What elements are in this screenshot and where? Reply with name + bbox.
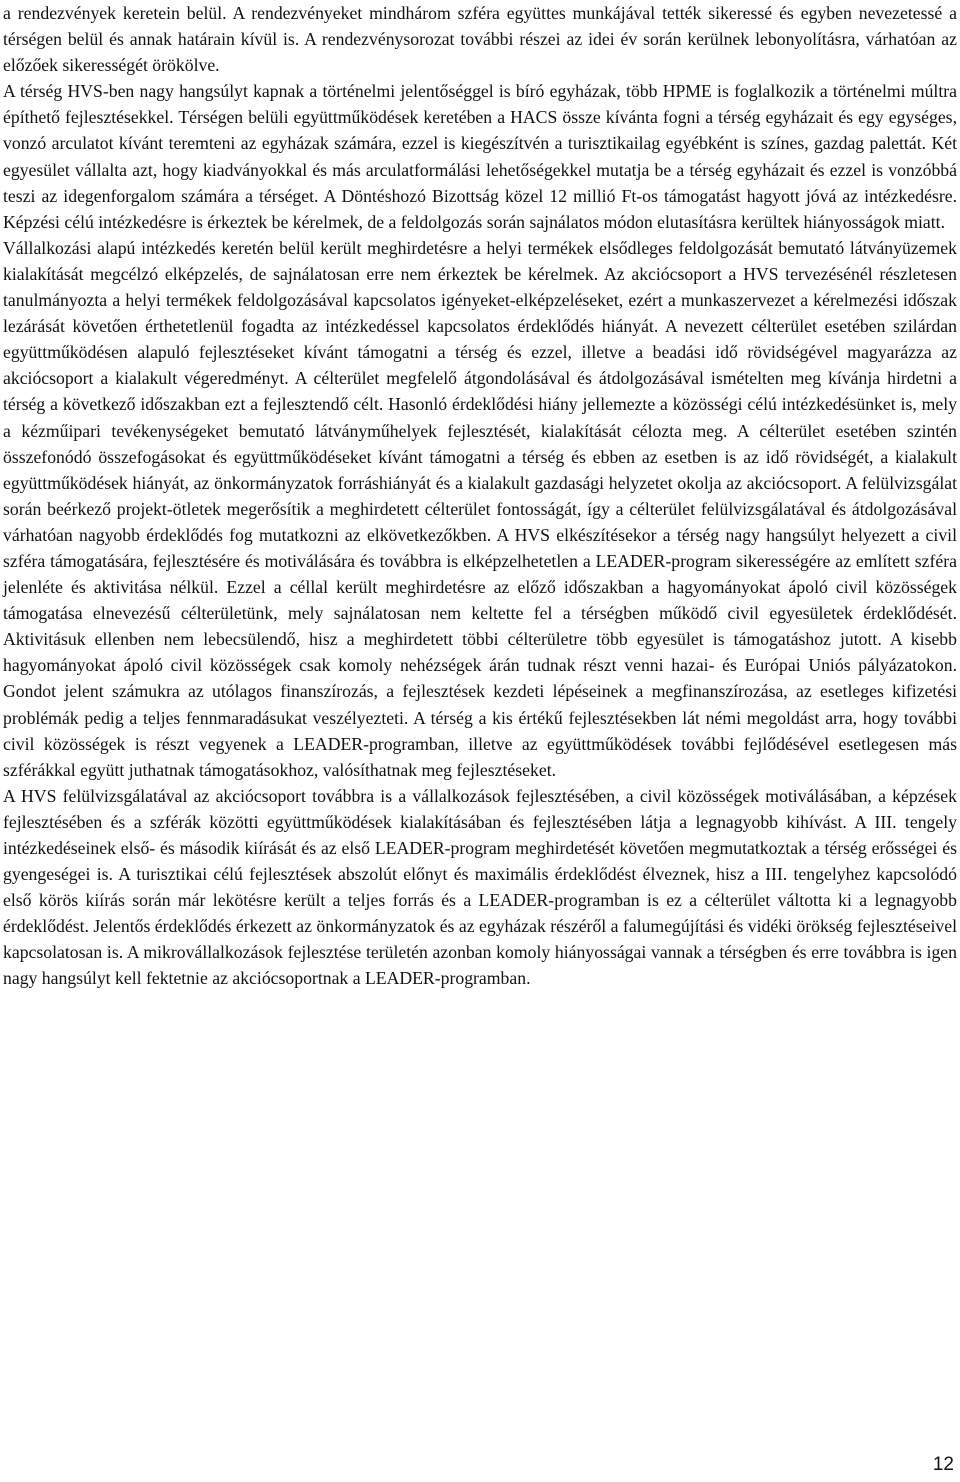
body-paragraph-2: A térség HVS-ben nagy hangsúlyt kapnak a történelmi jelentőséggel is bíró egyházak, több HPME is foglalkozik a történelmi múltra építhető fejlesztésekkel. Térségen belüli együttműködések keretében a HACS össze kívánta fogni a térség egyházait és egy egységes, vonzó arculatot kívánt teremteni az egyházak számára, ezzel is kiegészítvén a turisztikailag egyébként is színes, gazdag palettát. Két egyesület vállalta azt, hogy kiadványokkal és más arculatformálási lehetőségekkel mutatja be a térség egyházait és ezzel is vonzóbbá teszi az idegenforgalom számára a térséget. A Döntéshozó Bizottság közel 12 millió Ft-os támogatást hagyott jóvá az intézkedésre. Képzési célú intézkedésre is érkeztek be kérelmek, de a feldolgozás során sajnálatos módon elutasításra kerültek hiányosságok miatt. (3, 81, 957, 232)
page-number: 12 (932, 1454, 954, 1475)
body-paragraph-1: a rendezvények keretein belül. A rendezvényeket mindhárom szféra együttes munkájával tették sikeressé és egyben nevezetessé a térségen belül és annak határain kívül is. A rendezvénysorozat további részei az idei év során kerülnek lebonyolításra, várhatóan az előzőek sikerességét örökölve. (3, 3, 957, 76)
document-page (3, 0, 957, 992)
body-paragraph-4: A HVS felülvizsgálatával az akciócsoport továbbra is a vállalkozások fejlesztésében, a civil közösségek motiválásában, a képzések fejlesztésében és a szférák közötti együttműködések kialakításában és fejlesztésében látja a legnagyobb kihívást. A III. tengely intézkedéseinek első- és második kiírását és az első LEADER-program meghirdetését követően megmutatkoztak a térség erősségei és gyengeségei is. A turisztikai célú fejlesztések abszolút előnyt és maximális érdeklődést élveznek, hisz a III. tengelyhez kapcsolódó első körös kiírás során már lekötésre került a teljes forrás és a LEADER-programban is ez a célterület váltotta ki a legnagyobb érdeklődést. Jelentős érdeklődés érkezett az önkormányzatok és az egyházak részéről a falumegújítási és vidéki örökség fejlesztéseivel kapcsolatosan is. A mikrovállalkozások fejlesztése területén azonban komoly hiányosságai vannak a térségben és erre továbbra is igen nagy hangsúlyt kell fektetnie az akciócsoportnak a LEADER-programban. (3, 785, 957, 989)
body-paragraph-3: Vállalkozási alapú intézkedés keretén belül került meghirdetésre a helyi termékek elsődleges feldolgozását bemutató látványüzemek kialakítását megcélzó elképzelés, de sajnálatosan erre nem érkeztek be kérelmek. Az akciócsoport a HVS tervezésénél részletesen tanulmányozta a helyi termékek feldolgozásával kapcsolatos igényeket-elképzeléseket, ezért a munkaszervezet a kérelmezési időszak lezárását követően érthetetlenül fogadta az intézkedéssel kapcsolatos érdeklődés hiányát. A nevezett célterület esetében szilárdan együttműködésen alapuló fejlesztéseket kívánt támogatni a térség és ezzel, illetve a beadási idő rövidségével magyarázza az akciócsoport a kialakult végeredményt. A célterület megfelelő átgondolásával és átdolgozásával ismételten meg kívánja hirdetni a térség a következő időszakban ezt a fejlesztendő célt. Hasonló érdeklődési hiány jellemezte a közösségi célú intézkedésünket is, mely a kézműipari tevékenységeket bemutató látványműhelyek fejlesztését, kialakítását célozta meg. A célterület esetében szintén összefonódó összefogásokat és együttműködéseket kívánt támogatni a térség és ebben az esetben is az idő rövidségét, a kialakult együttműködések hiányát, az önkormányzatok forráshiányát és a kialakult gazdasági helyzetet okolja az akciócsoport. A felülvizsgálat során beérkező projekt-ötletek megerősítik a meghirdetett célterület fontosságát, így a célterület felülvizsgálatával és átdolgozásával várhatóan nagyobb érdeklődés fog mutatkozni az elkövetkezőkben. A HVS elkészítésekor a térség nagy hangsúlyt helyezett a civil szféra támogatására, fejlesztésére és motiválására és továbbra is elképzelhetetlen a LEADER-program sikerességére az említett szféra jelenléte és aktivitása nélkül. Ezzel a céllal került meghirdetésre az előző időszakban a hagyományokat ápoló civil közösségek támogatása elnevezésű célterületünk, mely sajnálatosan nem keltette fel a térségben működő civil egyesületek érdeklődését. Aktivitásuk ellenben nem lebecsülendő, hisz a meghirdetett többi célterületre több egyesület is támogatáshoz jutott. A kisebb hagyományokat ápoló civil közösségek csak komoly nehézségek árán tudnak részt venni hazai- és Európai Uniós pályázatokon. Gondot jelent számukra az utólagos finanszírozás, a fejlesztések kezdeti lépéseinek a megfinanszírozása, az esetleges kifizetési problémák pedig a teljes fennmaradásukat veszélyezteti. A térség a kis értékű fejlesztésekben lát némi megoldást arra, hogy további civil közösségek is részt vegyenek a LEADER-programban, illetve az együttműködések további fejlődésével esetlegesen más szférákkal együtt juthatnak támogatásokhoz, valósíthatnak meg fejlesztéseket. (3, 237, 957, 780)
